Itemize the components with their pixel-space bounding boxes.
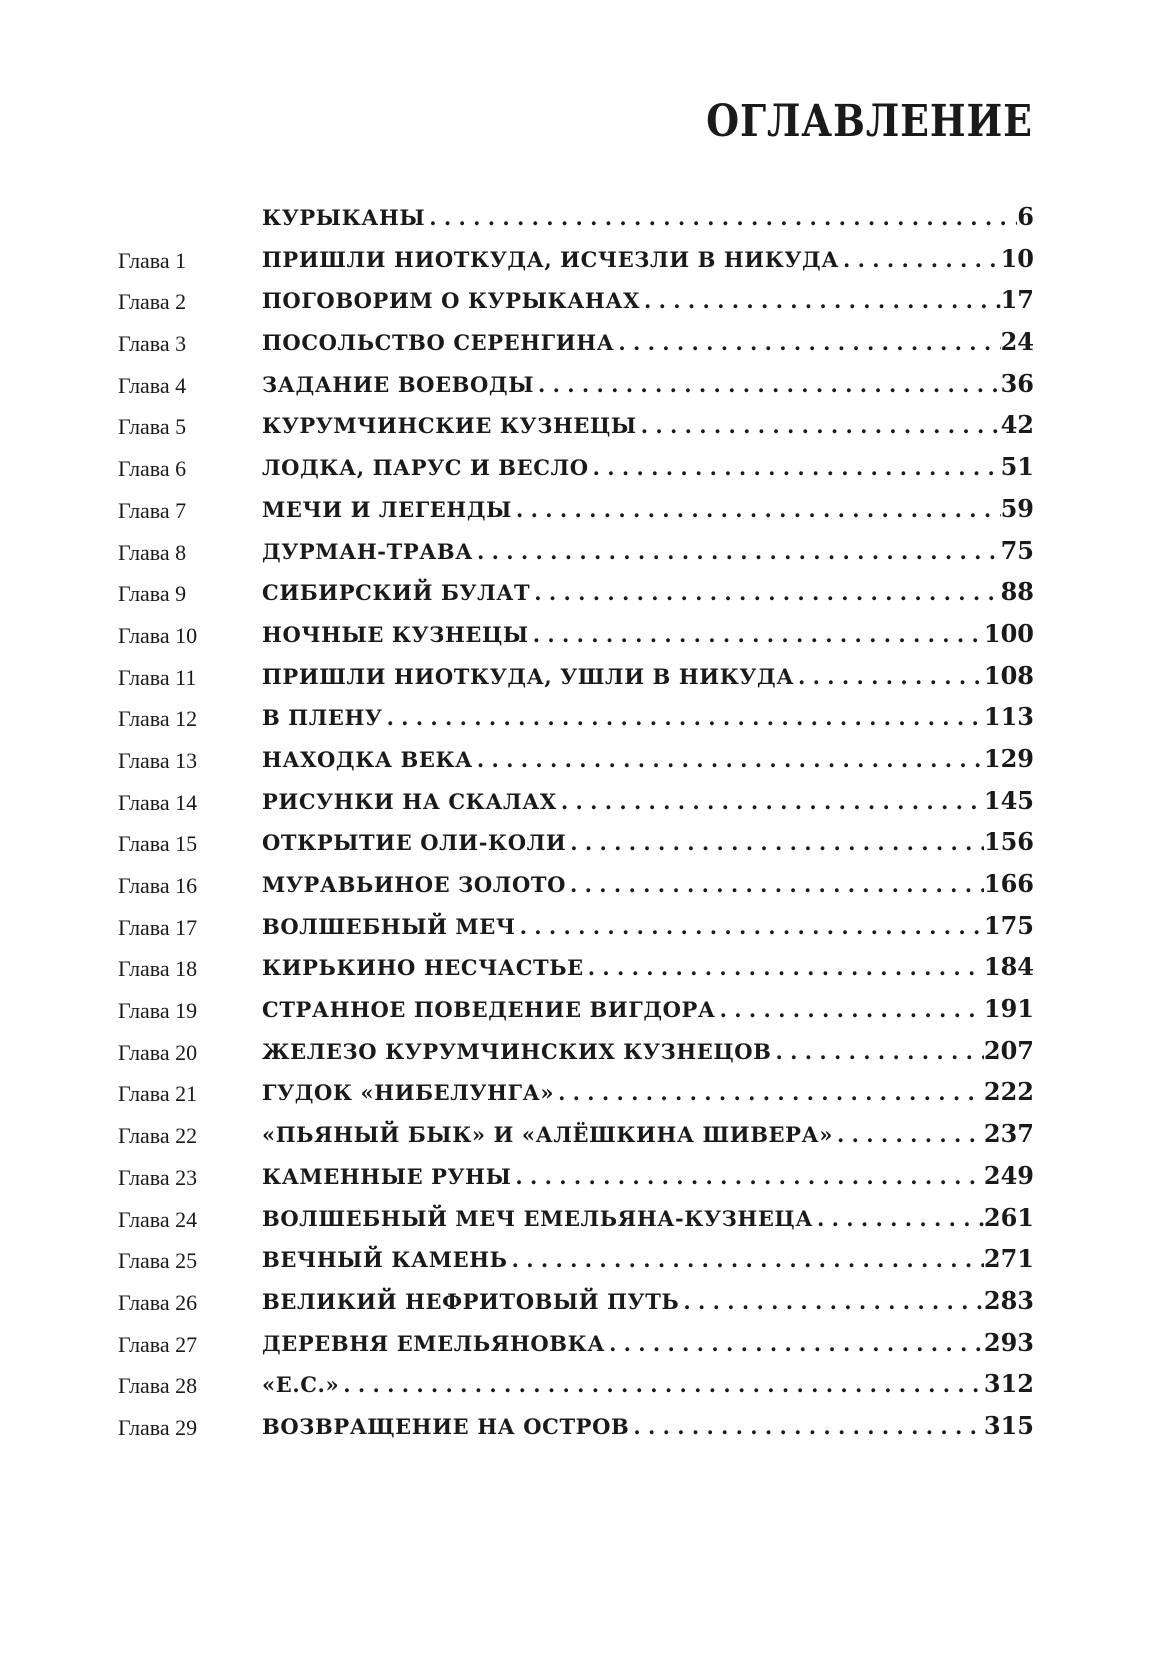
page-number: 222: [983, 1077, 1034, 1107]
chapter-title: КУРУМЧИНСКИЕ КУЗНЕЦЫ: [262, 413, 637, 439]
page-number: 271: [983, 1244, 1034, 1274]
toc-entry: [0, 780, 1166, 822]
toc-entry: [0, 404, 1166, 446]
page-number: 283: [983, 1285, 1034, 1315]
toc-entry: [0, 905, 1166, 947]
dot-leader: [640, 286, 1001, 316]
dot-leader: [554, 1078, 984, 1108]
page-number: 42: [1000, 410, 1034, 440]
chapter-label: Глава 7: [118, 497, 187, 523]
toc-entry-line: [262, 1077, 1034, 1111]
page-number: 315: [983, 1410, 1034, 1440]
chapter-title: ВЕЧНЫЙ КАМЕНЬ: [262, 1247, 508, 1273]
chapter-title: ВОЛШЕБНЫЙ МЕЧ: [262, 913, 516, 939]
chapter-label: Глава 19: [118, 998, 198, 1024]
page-number: 175: [983, 910, 1034, 940]
chapter-title: КУРЫКАНЫ: [262, 205, 426, 230]
dot-leader: [772, 1037, 984, 1067]
dot-leader: [512, 495, 1001, 525]
toc-entry: [0, 655, 1166, 697]
toc-entry-line: [262, 536, 1034, 570]
chapter-label: Глава 13: [118, 747, 198, 773]
dot-leader: [629, 1412, 984, 1442]
toc-entry: [0, 446, 1166, 488]
toc-entry: [0, 530, 1166, 572]
chapter-label: Глава 24: [118, 1206, 198, 1232]
toc-entry-line: [262, 1369, 1034, 1403]
chapter-label: Глава 27: [118, 1331, 198, 1357]
chapter-title: КИРЬКИНО НЕСЧАСТЬЕ: [262, 955, 584, 981]
toc-entry-line: [262, 327, 1034, 361]
toc-entry-line: [262, 911, 1034, 945]
chapter-label: Глава 29: [118, 1414, 198, 1440]
chapter-label: Глава 22: [118, 1123, 198, 1149]
chapter-title: В ПЛЕНУ: [262, 705, 383, 731]
toc-entry: [0, 196, 1166, 238]
page-title: ОГЛАВЛЕНИЕ: [706, 96, 1033, 147]
dot-leader: [833, 1120, 984, 1150]
chapter-label: Глава 18: [118, 956, 198, 982]
chapter-label: Глава 4: [118, 372, 187, 398]
chapter-title: ВОЗВРАЩЕНИЕ НА ОСТРОВ: [262, 1413, 630, 1439]
toc-entry-line: [262, 494, 1034, 528]
page-number: 312: [983, 1369, 1034, 1399]
toc-entry: [0, 946, 1166, 988]
chapter-label: Глава 21: [118, 1081, 198, 1107]
chapter-label: Глава 12: [118, 706, 198, 732]
toc-entry-line: [262, 786, 1034, 820]
chapter-label: Глава 20: [118, 1039, 198, 1065]
chapter-title: ЖЕЛЕЗО КУРУМЧИНСКИХ КУЗНЕЦОВ: [262, 1038, 772, 1064]
chapter-label: Глава 17: [118, 914, 198, 940]
dot-leader: [557, 787, 984, 817]
toc-entry: [0, 363, 1166, 405]
toc-entry: [0, 738, 1166, 780]
dot-leader: [637, 411, 1001, 441]
chapter-title: НОЧНЫЕ КУЗНЕЦЫ: [262, 621, 529, 647]
chapter-label: Глава 5: [118, 414, 187, 440]
page-number: 261: [983, 1202, 1034, 1232]
chapter-label: Глава 15: [118, 831, 198, 857]
chapter-label: Глава 26: [118, 1289, 198, 1315]
page-number: 113: [983, 702, 1034, 732]
chapter-title: ДУРМАН-ТРАВА: [262, 538, 473, 564]
dot-leader: [716, 995, 984, 1025]
dot-leader: [839, 245, 1001, 275]
page-number: 191: [983, 994, 1034, 1024]
dot-leader: [589, 453, 1001, 483]
chapter-label: Глава 28: [118, 1373, 198, 1399]
toc-entry-line: [262, 244, 1034, 278]
toc-entry: [0, 279, 1166, 321]
page-number: 6: [1017, 202, 1034, 231]
toc-entry: [0, 321, 1166, 363]
toc-entry-line: [262, 744, 1034, 778]
toc-entry: [0, 1280, 1166, 1322]
toc-entry: [0, 1030, 1166, 1072]
chapter-label: Глава 11: [118, 664, 197, 690]
toc-entry-line: [262, 1286, 1034, 1320]
dot-leader: [516, 912, 984, 942]
dot-leader: [584, 953, 984, 983]
toc-entry: [0, 1071, 1166, 1113]
toc-entry-line: [262, 1244, 1034, 1278]
page-number: 145: [983, 785, 1034, 815]
dot-leader: [473, 745, 984, 775]
dot-leader: [473, 537, 1001, 567]
toc-entry: [0, 863, 1166, 905]
chapter-title: СТРАННОЕ ПОВЕДЕНИЕ ВИГДОРА: [262, 997, 716, 1023]
dot-leader: [529, 620, 984, 650]
toc-entry: [0, 1155, 1166, 1197]
chapter-title: НАХОДКА ВЕКА: [262, 746, 473, 772]
page-number: 10: [1000, 243, 1034, 273]
toc-entry: [0, 571, 1166, 613]
toc-entry-line: [262, 369, 1034, 403]
table-of-contents: [0, 196, 1166, 1447]
page-number: 88: [1000, 577, 1034, 607]
page-number: 17: [1000, 285, 1034, 315]
toc-entry-line: [262, 1036, 1034, 1070]
toc-entry-line: [262, 577, 1034, 611]
chapter-title: ВОЛШЕБНЫЙ МЕЧ ЕМЕЛЬЯНА-КУЗНЕЦА: [262, 1205, 814, 1231]
dot-leader: [508, 1245, 984, 1275]
toc-entry: [0, 821, 1166, 863]
toc-entry-line: [262, 1203, 1034, 1237]
chapter-title: «Е.С.»: [262, 1372, 340, 1398]
dot-leader: [813, 1204, 984, 1234]
chapter-title: ГУДОК «НИБЕЛУНГА»: [262, 1080, 555, 1106]
chapter-label: Глава 2: [118, 289, 187, 315]
chapter-title: МУРАВЬИНОЕ ЗОЛОТО: [262, 872, 566, 897]
chapter-title: ПРИШЛИ НИОТКУДА, ИСЧЕЗЛИ В НИКУДА: [262, 246, 840, 272]
toc-entry-line: [262, 1119, 1034, 1153]
chapter-title: СИБИРСКИЙ БУЛАТ: [262, 580, 531, 606]
chapter-title: РИСУНКИ НА СКАЛАХ: [262, 788, 557, 814]
page-number: 156: [983, 827, 1034, 857]
chapter-label: Глава 16: [118, 873, 198, 898]
chapter-title: МЕЧИ И ЛЕГЕНДЫ: [262, 496, 512, 522]
chapter-label: Глава 8: [118, 539, 187, 565]
dot-leader: [605, 1329, 984, 1359]
chapter-label: Глава 23: [118, 1164, 198, 1190]
chapter-title: ВЕЛИКИЙ НЕФРИТОВЫЙ ПУТЬ: [262, 1288, 680, 1314]
page-number: 293: [983, 1327, 1034, 1357]
toc-entry-line: [262, 1411, 1034, 1445]
toc-entry: [0, 1322, 1166, 1364]
page-number: 75: [1000, 535, 1034, 565]
page-number: 108: [983, 660, 1034, 690]
chapter-label: Глава 14: [118, 789, 198, 815]
page-number: 59: [1000, 493, 1034, 523]
toc-entry: [0, 238, 1166, 280]
chapter-label: Глава 6: [118, 456, 187, 482]
toc-entry-line: [262, 202, 1034, 236]
dot-leader: [679, 1287, 984, 1317]
toc-entry-line: [262, 661, 1034, 695]
toc-entry-line: [262, 1328, 1034, 1362]
dot-leader: [383, 703, 984, 733]
toc-entry-line: [262, 1161, 1034, 1195]
dot-leader: [530, 578, 1000, 608]
toc-entry-line: [262, 702, 1034, 736]
chapter-title: ЛОДКА, ПАРУС И ВЕСЛО: [262, 455, 589, 481]
dot-leader: [794, 662, 984, 692]
chapter-title: «ПЬЯНЫЙ БЫК» И «АЛЁШКИНА ШИВЕРА»: [262, 1122, 833, 1148]
toc-entry: [0, 1363, 1166, 1405]
toc-entry: [0, 988, 1166, 1030]
chapter-label: Глава 25: [118, 1248, 198, 1274]
page-number: 166: [983, 869, 1034, 898]
chapter-title: ЗАДАНИЕ ВОЕВОДЫ: [262, 371, 535, 397]
toc-entry-line: [262, 285, 1034, 319]
dot-leader: [511, 1162, 983, 1192]
dot-leader: [534, 370, 1001, 400]
toc-entry: [0, 1238, 1166, 1280]
chapter-label: Глава 9: [118, 581, 187, 607]
dot-leader: [614, 328, 1000, 358]
toc-entry: [0, 1113, 1166, 1155]
dot-leader: [339, 1370, 984, 1400]
chapter-label: Глава 3: [118, 331, 187, 357]
page-number: 207: [983, 1035, 1034, 1065]
toc-entry: [0, 488, 1166, 530]
toc-entry: [0, 1405, 1166, 1447]
dot-leader: [425, 203, 1017, 233]
chapter-title: ПОСОЛЬСТВО СЕРЕНГИНА: [262, 330, 615, 356]
dot-leader: [566, 870, 984, 900]
chapter-title: ПОГОВОРИМ О КУРЫКАНАХ: [262, 288, 640, 314]
toc-entry-line: [262, 827, 1034, 861]
chapter-label: Глава 10: [118, 622, 198, 648]
chapter-label: Глава 1: [118, 247, 187, 273]
page-number: 100: [983, 618, 1034, 648]
dot-leader: [566, 828, 984, 858]
page-number: 237: [983, 1119, 1034, 1149]
chapter-title: КАМЕННЫЕ РУНЫ: [262, 1163, 512, 1189]
chapter-title: ОТКРЫТИЕ ОЛИ-КОЛИ: [262, 830, 567, 856]
page-number: 129: [983, 743, 1034, 773]
toc-entry-line: [262, 619, 1034, 653]
page-number: 51: [1000, 452, 1034, 482]
toc-entry-line: [262, 994, 1034, 1028]
page-number: 249: [983, 1160, 1034, 1190]
toc-entry: [0, 613, 1166, 655]
page-number: 184: [983, 952, 1034, 982]
page-number: 24: [1000, 327, 1034, 357]
page-number: 36: [1000, 368, 1034, 398]
chapter-title: ДЕРЕВНЯ ЕМЕЛЬЯНОВКА: [262, 1330, 606, 1356]
chapter-title: ПРИШЛИ НИОТКУДА, УШЛИ В НИКУДА: [262, 663, 795, 689]
toc-entry-line: [262, 869, 1034, 903]
toc-entry: [0, 1197, 1166, 1239]
toc-entry-line: [262, 952, 1034, 986]
toc-entry: [0, 696, 1166, 738]
toc-entry-line: [262, 452, 1034, 486]
toc-entry-line: [262, 410, 1034, 444]
